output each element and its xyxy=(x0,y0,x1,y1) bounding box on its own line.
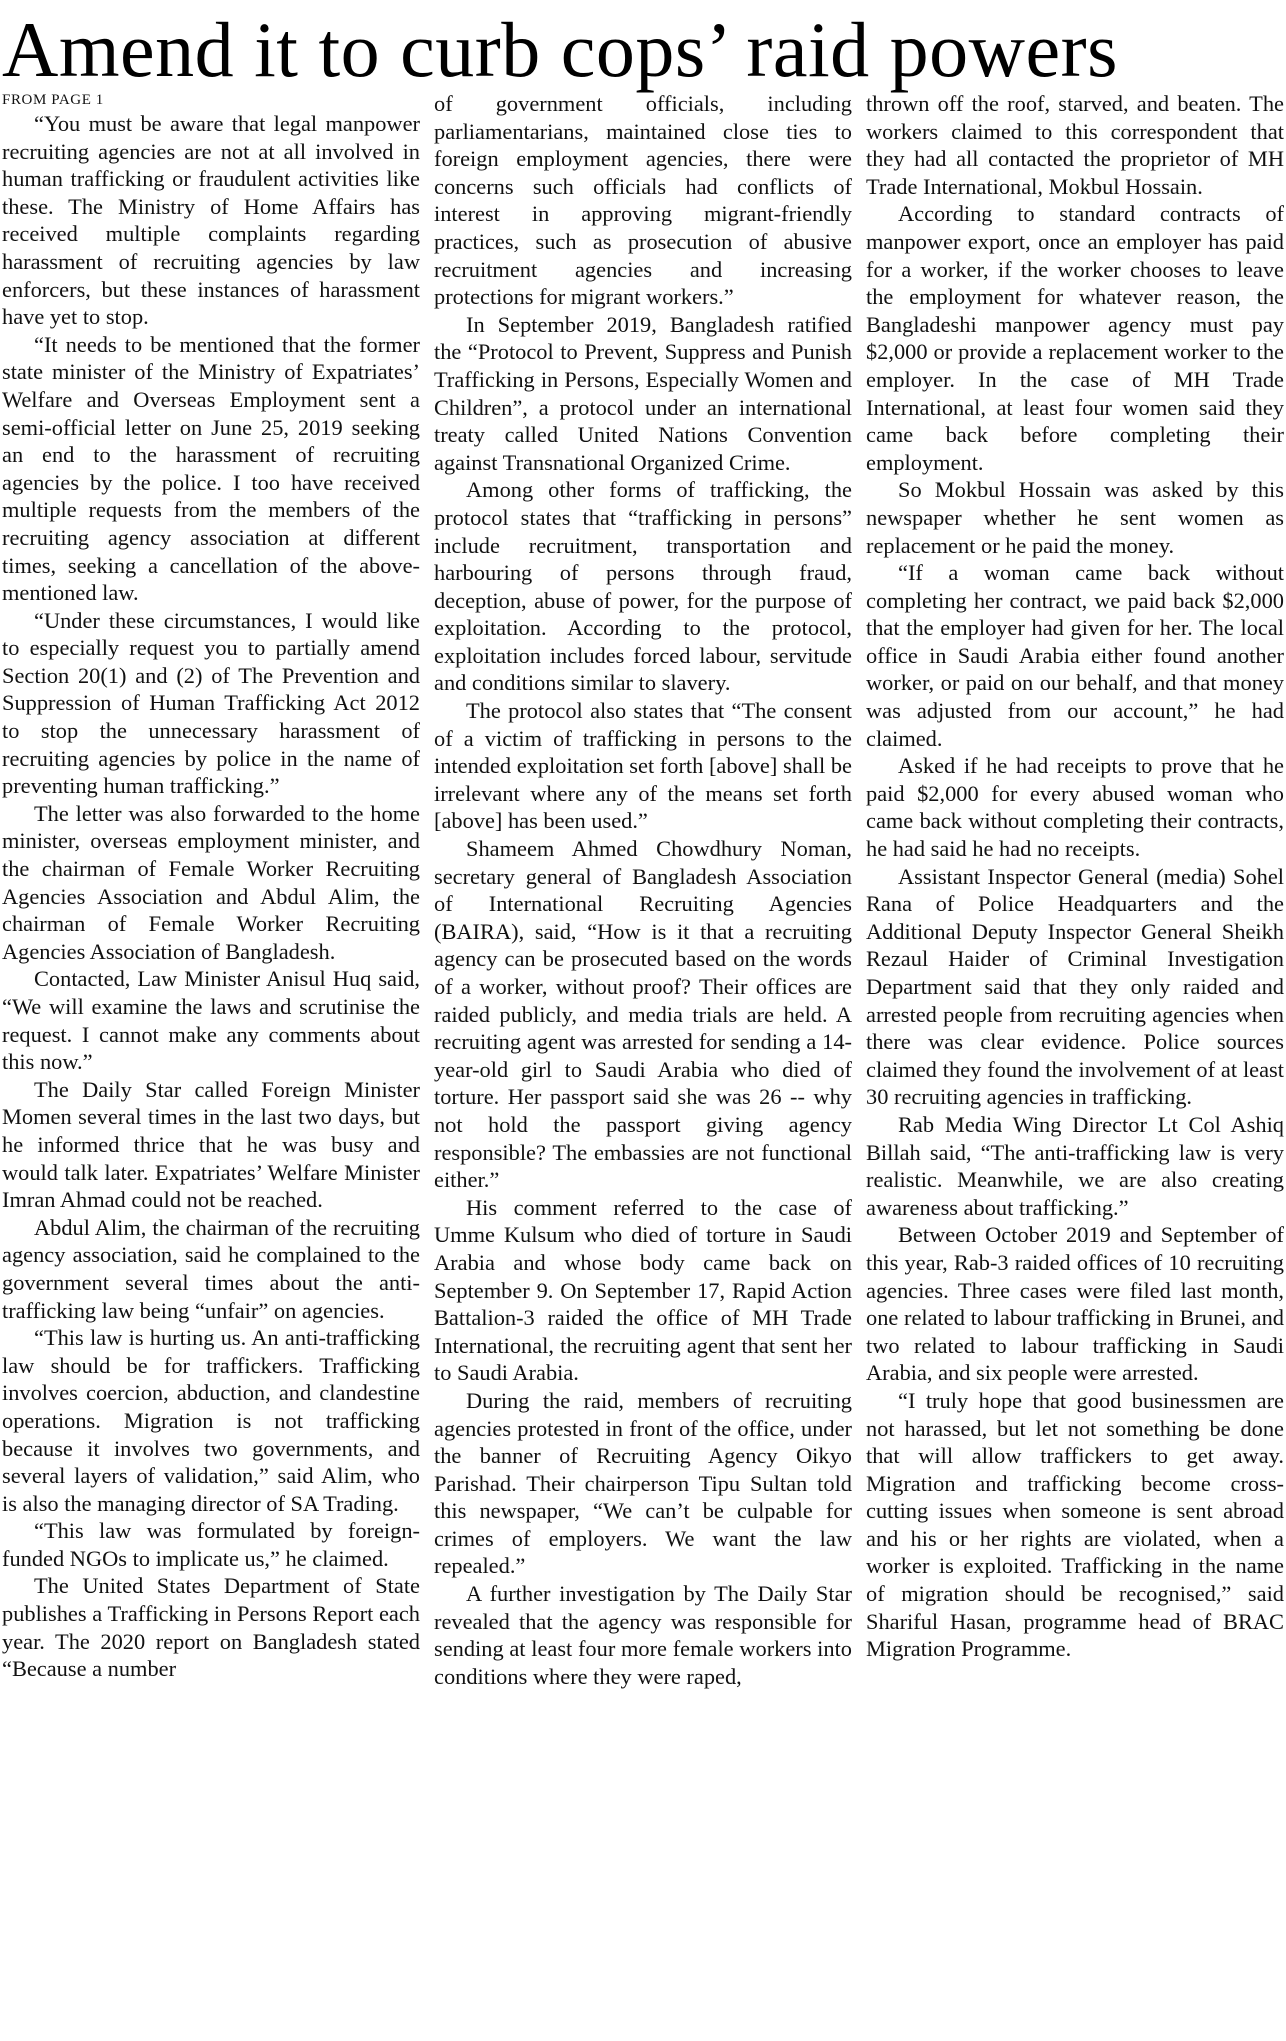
paragraph: Abdul Alim, the chairman of the recruiting agency association, said he complained to the government several times about the anti-trafficking law being “unfair” on agencies. xyxy=(2,1214,420,1323)
paragraph: “I truly hope that good businessmen are not harassed, but let not something be done that will allow traffickers to get away. Migration and trafficking become cross-cutting issues when someone is sent abroad and his or her rights are violated, when a worker is exploited. Trafficking in the name of migration should be recognised,” said Shariful Hasan, programme head of BRAC Migration Programme. xyxy=(866,1387,1284,1662)
paragraph: According to standard contracts of manpower export, once an employer has paid for a worker, if the worker chooses to leave the employment for whatever reason, the Bangladeshi manpower agency must pay $2,000 or provide a replacement worker to the employer. In the case of MH Trade International, at least four women said they came back before completing their employment. xyxy=(866,201,1284,475)
paragraph: Between October 2019 and September of this year, Rab-3 raided offices of 10 recruiting agencies. Three cases were filed last month, one related to labour trafficking in Brunei, and two related to labour trafficking in Saudi Arabia, and six people were arrested. xyxy=(866,1222,1284,1386)
paragraph: Contacted, Law Minister Anisul Huq said, “We will examine the laws and scrutinise the request. I cannot make any comments about this now.” xyxy=(2,966,420,1075)
paragraph: thrown off the roof, starved, and beaten. The workers claimed to this correspondent that they had all contacted the proprietor of MH Trade International, Mokbul Hossain. xyxy=(866,91,1284,199)
paragraph: The Daily Star called Foreign Minister Momen several times in the last two days, but he informed thrice that he was busy and would talk later. Expatriates’ Welfare Minister Imran Ahmad could not be reached. xyxy=(2,1076,420,1213)
paragraph: Assistant Inspector General (media) Sohel Rana of Police Headquarters and the Additional Deputy Inspector General Sheikh Rezaul Haider of Criminal Investigation Department said that they only raided and arrested people from recruiting agencies when there was clear evidence. Police sources claimed they found the involvement of at least 30 recruiting agencies in trafficking. xyxy=(866,863,1284,1110)
paragraph: “This law is hurting us. An anti-trafficking law should be for traffickers. Trafficking involves coercion, abduction, and clandestine operations. Migration is not trafficking because it involves two governments, and several layers of validation,” said Alim, who is also the managing director of SA Trading. xyxy=(2,1325,420,1516)
article-column-3 xyxy=(866,90,1284,2035)
paragraph: The letter was also forwarded to the home minister, overseas employment minister, and the chairman of Female Worker Recruiting Agencies Association and Abdul Alim, the chairman of Female Worker Recruiting Agencies Association of Bangladesh. xyxy=(2,800,420,964)
paragraph: So Mokbul Hossain was asked by this newspaper whether he sent women as replacement or he paid the money. xyxy=(866,477,1284,558)
paragraph: Among other forms of trafficking, the protocol states that “trafficking in persons” include recruitment, transportation and harbouring of persons through fraud, deception, abuse of power, for the purpose of exploitation. According to the protocol, exploitation includes forced labour, servitude and conditions similar to slavery. xyxy=(434,477,852,696)
continued-from-kicker: FROM PAGE 1 xyxy=(2,92,104,108)
paragraph: His comment referred to the case of Umme Kulsum who died of torture in Saudi Arabia and whose body came back on September 9. On September 17, Rapid Action Battalion-3 raided the office of MH Trade International, the recruiting agent that sent her to Saudi Arabia. xyxy=(434,1194,852,1386)
article-column-1 xyxy=(2,90,420,2035)
paragraph: “You must be aware that legal manpower recruiting agencies are not at all involved in human trafficking or fraudulent activities like these. The Ministry of Home Affairs has received multiple complaints regarding harassment of recruiting agencies by law enforcers, but these instances of harassment have yet to stop. xyxy=(2,111,420,330)
paragraph: of government officials, including parliamentarians, maintained close ties to foreign employment agencies, there were concerns such officials had conflicts of interest in approving migrant-friendly practices, such as prosecution of abusive recruitment agencies and increasing protections for migrant workers.” xyxy=(434,91,852,310)
paragraph: “It needs to be mentioned that the former state minister of the Ministry of Expatriates’ Welfare and Overseas Employment sent a semi-official letter on June 25, 2019 seeking an end to the harassment of recruiting agencies by the police. I too have received multiple requests from the members of the recruiting agency association at different times, seeking a cancellation of the above-mentioned law. xyxy=(2,331,420,606)
paragraph: The protocol also states that “The consent of a victim of trafficking in persons to the intended exploitation set forth [above] shall be irrelevant where any of the means set forth [above] has been used.” xyxy=(434,698,852,834)
paragraph: “This law was formulated by foreign-funded NGOs to implicate us,” he claimed. xyxy=(2,1518,420,1571)
article-column-2 xyxy=(434,90,852,2035)
paragraph: Rab Media Wing Director Lt Col Ashiq Billah said, “The anti-trafficking law is very realistic. Meanwhile, we are also creating awareness about trafficking.” xyxy=(866,1111,1284,1220)
paragraph: Asked if he had receipts to prove that he paid $2,000 for every abused woman who came back without completing their contracts, he had said he had no receipts. xyxy=(866,753,1284,862)
article-headline: Amend it to curb cops’ raid powers xyxy=(2,6,1118,93)
paragraph: “Under these circumstances, I would like to especially request you to partially amend Section 20(1) and (2) of The Prevention and Suppression of Human Trafficking Act 2012 to stop the unnecessary harassment of recruiting agencies by police in the name of preventing human trafficking.” xyxy=(2,607,420,799)
paragraph: Shameem Ahmed Chowdhury Noman, secretary general of Bangladesh Association of International Recruiting Agencies (BAIRA), said, “How is it that a recruiting agency can be prosecuted based on the words of a worker, without proof? Their offices are raided publicly, and media trials are held. A recruiting agent was arrested for sending a 14-year-old girl to Saudi Arabia who died of torture. Her passport said she was 26 -- why not hold the passport giving agency responsible? The embassies are not functional either.” xyxy=(434,836,852,1193)
paragraph: A further investigation by The Daily Star revealed that the agency was responsible for sending at least four more female workers into conditions where they were raped, xyxy=(434,1581,852,1689)
paragraph: In September 2019, Bangladesh ratified the “Protocol to Prevent, Suppress and Punish Trafficking in Persons, Especially Women and Children”, a protocol under an international treaty called United Nations Convention against Transnational Organized Crime. xyxy=(434,311,852,475)
paragraph: “If a woman came back without completing her contract, we paid back $2,000 that the employer had given for her. The local office in Saudi Arabia either found another worker, or paid on our behalf, and that money was adjusted from our account,” he had claimed. xyxy=(866,560,1284,751)
paragraph: The United States Department of State publishes a Trafficking in Persons Report each year. The 2020 report on Bangladesh stated “Because a number xyxy=(2,1573,420,1682)
paragraph: During the raid, members of recruiting agencies protested in front of the office, under the banner of Recruiting Agency Oikyo Parishad. Their chairperson Tipu Sultan told this newspaper, “We can’t be culpable for crimes of employers. We want the law repealed.” xyxy=(434,1387,852,1579)
